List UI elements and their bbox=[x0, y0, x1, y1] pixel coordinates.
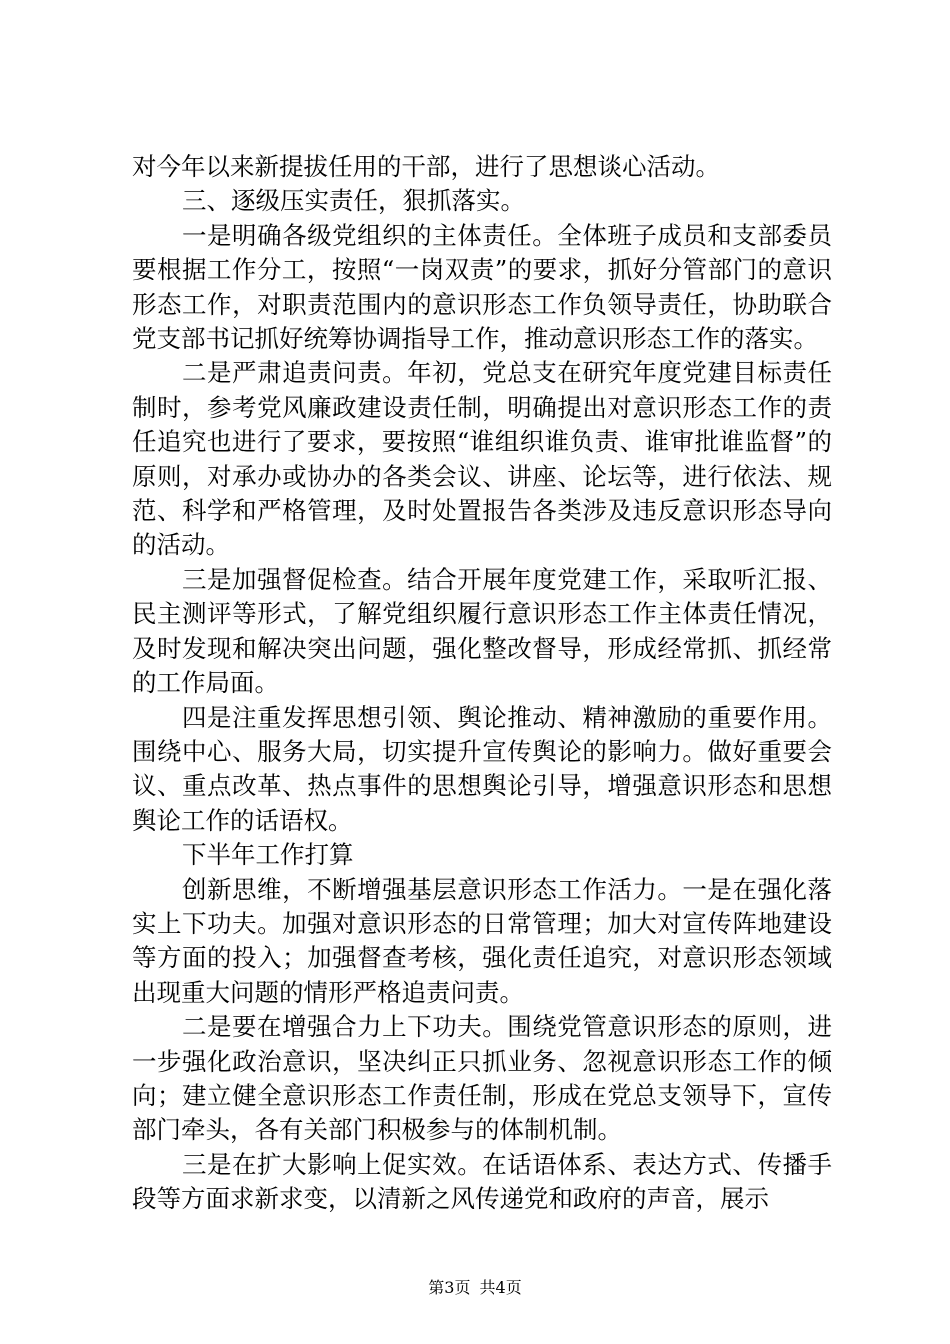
paragraph-1: 对今年以来新提拔任用的干部，进行了思想谈心活动。 bbox=[132, 152, 720, 181]
paragraph-5: 三是加强督促检查。结合开展年度党建工作，采取听汇报、民主测评等形式，了解党组织履行意识形态工作主体责任情况，及时发现和解决突出问题，强化整改督导，形成经常抓、抓经常的工作局面。 bbox=[132, 564, 832, 698]
paragraph-8: 创新思维，不断增强基层意识形态工作活力。一是在强化落实上下功夫。加强对意识形态的日常管理；加大对宣传阵地建设等方面的投入；加强督查考核，强化责任追究，对意识形态领域出现重大问题的情形严格追责问责。 bbox=[132, 874, 832, 1007]
section-heading-3: 三、逐级压实责任，狠抓落实。 bbox=[182, 186, 525, 216]
paragraph-6: 四是注重发挥思想引领、舆论推动、精神激励的重要作用。围绕中心、服务大局，切实提升宣传舆论的影响力。做好重要会议、重点改革、热点事件的思想舆论引导，增强意识形态和思想舆论工作的话语权。 bbox=[132, 702, 832, 835]
page-number: 第3页 bbox=[428, 1278, 471, 1297]
document-body bbox=[132, 150, 832, 1217]
page-total: 共4页 bbox=[479, 1278, 522, 1297]
paragraph-4: 二是严肃追责问责。年初，党总支在研究年度党建目标责任制时，参考党风廉政建设责任制，明确提出对意识形态工作的责任追究也进行了要求，要按照“谁组织谁负责、谁审批谁监督”的原则，对承办或协办的各类会议、讲座、论坛等，进行依法、规范、科学和严格管理，及时处置报告各类涉及违反意识形态导向的活动。 bbox=[132, 358, 832, 560]
section-heading-plan: 下半年工作打算 bbox=[182, 840, 354, 870]
paragraph-9: 二是要在增强合力上下功夫。围绕党管意识形态的原则，进一步强化政治意识，坚决纠正只抓业务、忽视意识形态工作的倾向；建立健全意识形态工作责任制，形成在党总支领导下，宣传部门牵头，各有关部门积极参与的体制机制。 bbox=[132, 1012, 832, 1145]
page-footer bbox=[0, 1275, 950, 1298]
paragraph-3: 一是明确各级党组织的主体责任。全体班子成员和支部委员要根据工作分工，按照“一岗双责”的要求，抓好分管部门的意识形态工作，对职责范围内的意识形态工作负领导责任，协助联合党支部书记抓好统筹协调指导工作，推动意识形态工作的落实。 bbox=[132, 220, 832, 354]
paragraph-10: 三是在扩大影响上促实效。在话语体系、表达方式、传播手段等方面求新求变，以清新之风传递党和政府的声音，展示 bbox=[132, 1149, 832, 1214]
